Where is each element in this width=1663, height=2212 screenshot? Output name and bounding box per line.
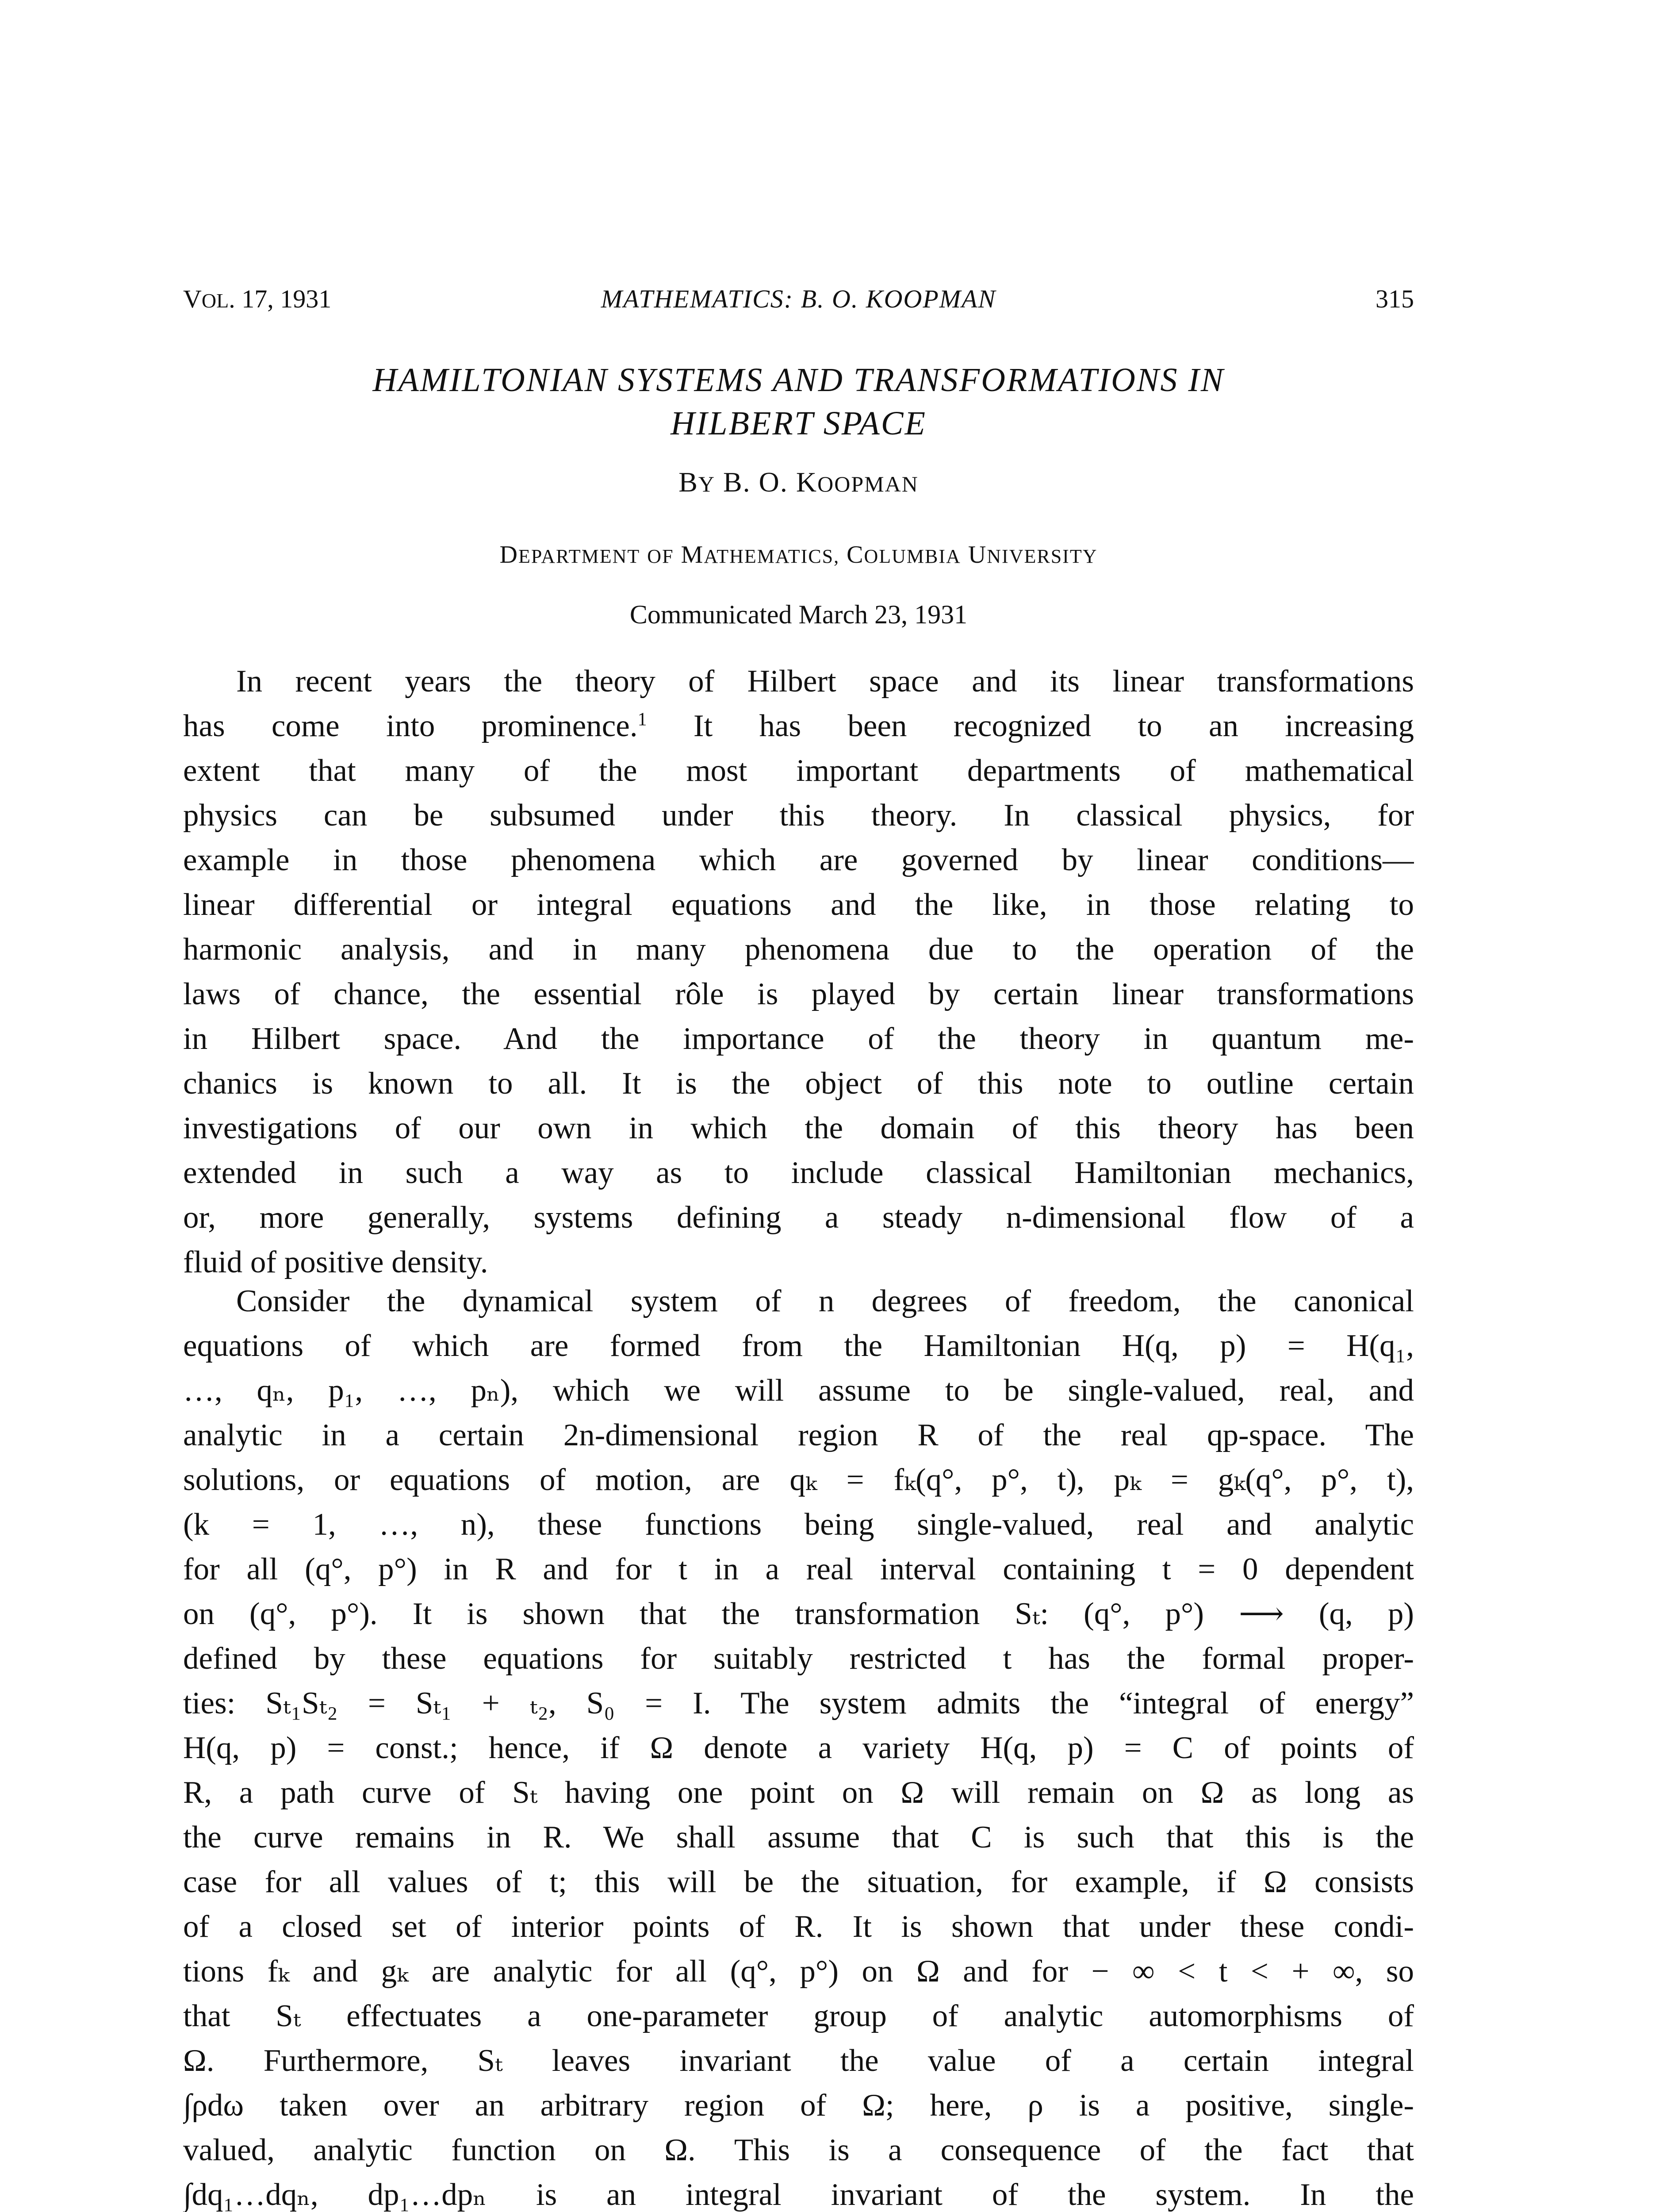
text-line: fluid of positive density. [183, 1245, 488, 1279]
text-line: ∫dq₁…dqₙ, dp₁…dpₙ is an integral invariant of the system. In the [183, 2177, 1414, 2212]
text-line: H(q, p) = const.; hence, if Ω denote a variety H(q, p) = C of points of [183, 1731, 1414, 1765]
text-line: chanics is known to all. It is the object of this note to outline certain [183, 1066, 1414, 1101]
author-affiliation: DEPARTMENT OF MATHEMATICS, COLUMBIA UNIVERSITY [499, 541, 1098, 568]
author-byline: BY B. O. KOOPMAN [678, 466, 919, 498]
text-line: in Hilbert space. And the importance of the theory in quantum me- [183, 1022, 1414, 1056]
paragraph-introduction [183, 659, 1414, 1285]
text-line: for all (q°, p°) in R and for t in a real interval containing t = 0 dependent [183, 1552, 1414, 1586]
volume-label: VOL. 17, 1931 [183, 284, 332, 313]
text-line: on (q°, p°). It is shown that the transformation Sₜ: (q°, p°) ⟶ (q, p) [183, 1597, 1414, 1631]
text-line: (k = 1, …, n), these functions being single-valued, real and analytic [183, 1507, 1414, 1542]
text-line: the curve remains in R. We shall assume that C is such that this is the [183, 1820, 1414, 1855]
text-line: solutions, or equations of motion, are qₖ = fₖ(q°, p°, t), pₖ = gₖ(q°, p°, t), [183, 1463, 1414, 1497]
title-line-2: HILBERT SPACE [671, 405, 927, 442]
page-number: 315 [1376, 284, 1414, 313]
text-line: In recent years the theory of Hilbert space and its linear transformations [236, 664, 1414, 699]
text-line: defined by these equations for suitably restricted t has the formal proper- [183, 1641, 1414, 1676]
footnote-ref: 1 [637, 709, 647, 730]
text-line: has come into prominence.$^1$ It has been recognized to an increasing [183, 709, 1414, 743]
communicated-date: Communicated March 23, 1931 [629, 600, 968, 629]
text-line: case for all values of t; this will be the situation, for example, if Ω consists [183, 1865, 1414, 1899]
text-line: analytic in a certain 2n-dimensional region R of the real qp-space. The [183, 1418, 1414, 1452]
text-line: extended in such a way as to include classical Hamiltonian mechanics, [183, 1156, 1414, 1190]
text-line: laws of chance, the essential rôle is played by certain linear transformations [183, 977, 1414, 1011]
text-line: extent that many of the most important departments of mathematical [183, 753, 1414, 788]
text-line: Ω. Furthermore, Sₜ leaves invariant the value of a certain integral [183, 2043, 1414, 2078]
text-line: valued, analytic function on Ω. This is a consequence of the fact that [183, 2133, 1414, 2167]
text-line: equations of which are formed from the Hamiltonian H(q, p) = H(q₁, [183, 1329, 1414, 1363]
paragraph-dynamical-system [183, 1279, 1414, 2212]
journal-title: MATHEMATICS: B. O. KOOPMAN [601, 284, 996, 313]
text-line: investigations of our own in which the domain of this theory has been [183, 1111, 1414, 1145]
text-line: …, qₙ, p₁, …, pₙ), which we will assume to be single-valued, real, and [183, 1373, 1414, 1408]
text-line: harmonic analysis, and in many phenomena due to the operation of the [183, 932, 1414, 967]
text-line: tions fₖ and gₖ are analytic for all (q°, p°) on Ω and for − ∞ < t < + ∞, so [183, 1954, 1414, 1989]
article-title [183, 358, 1414, 445]
text-line: ties: Sₜ₁Sₜ₂ = Sₜ₁ + ₜ₂, S₀ = I. The system admits the “integral of energy” [183, 1686, 1414, 1720]
title-line-1: HAMILTONIAN SYSTEMS AND TRANSFORMATIONS IN [372, 361, 1225, 399]
text-line: or, more generally, systems defining a steady n-dimensional flow of a [183, 1200, 1414, 1235]
text-line: R, a path curve of Sₜ having one point on Ω will remain on Ω as long as [183, 1775, 1414, 1810]
text-line: that Sₜ effectuates a one-parameter group of analytic automorphisms of [183, 1999, 1414, 2033]
text-line: physics can be subsumed under this theory. In classical physics, for [183, 798, 1414, 833]
text-line: example in those phenomena which are governed by linear conditions— [183, 843, 1414, 877]
running-header [183, 281, 1414, 317]
text-line: of a closed set of interior points of R. It is shown that under these condi- [183, 1909, 1414, 1944]
text-line: ∫ρdω taken over an arbitrary region of Ω; here, ρ is a positive, single- [183, 2088, 1414, 2123]
text-line: linear differential or integral equations and the like, in those relating to [183, 887, 1414, 922]
text-line: Consider the dynamical system of n degrees of freedom, the canonical [236, 1284, 1414, 1318]
